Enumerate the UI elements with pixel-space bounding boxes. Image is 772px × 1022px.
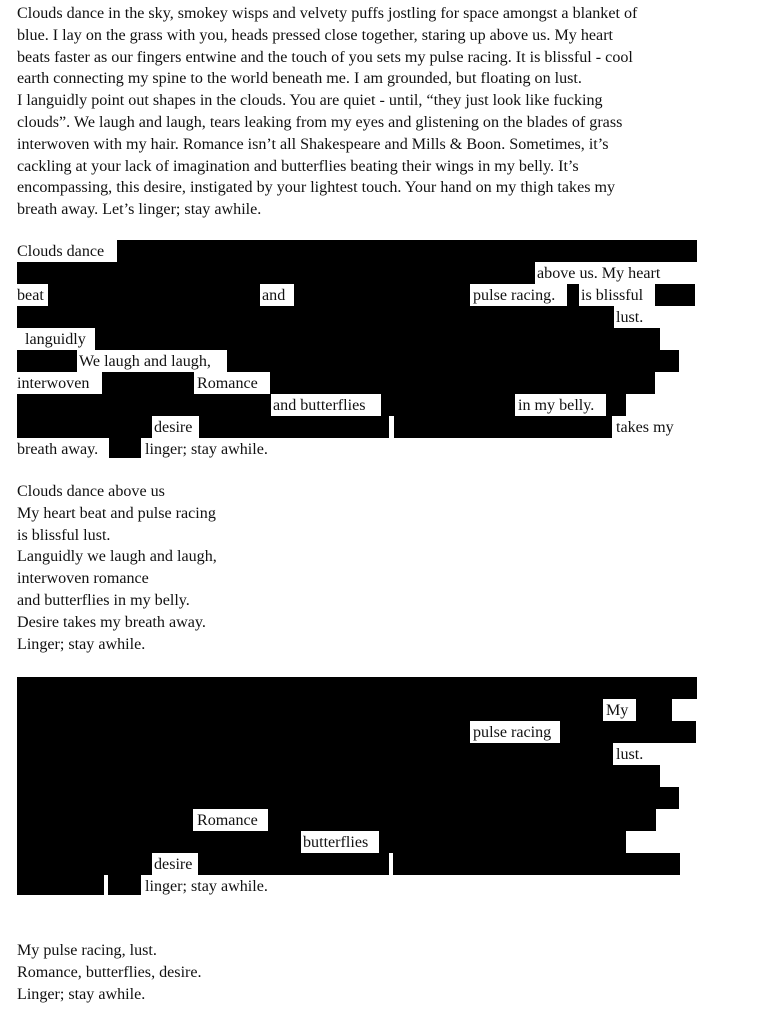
- poem-line: is blissful lust.: [17, 526, 111, 544]
- redaction-bar: [198, 853, 389, 875]
- redaction-bar: [394, 416, 612, 438]
- kept-word: is blissful: [581, 287, 644, 304]
- redaction-bar: [17, 350, 77, 372]
- kept-word: beat: [17, 287, 44, 304]
- redaction-bar: [17, 743, 613, 765]
- kept-word: pulse racing.: [473, 287, 556, 304]
- redaction-bar: [636, 699, 672, 721]
- redaction-bar: [17, 787, 679, 809]
- kept-word: takes my: [616, 419, 674, 436]
- redaction-bar: [109, 438, 141, 458]
- poem-line: Desire takes my breath away.: [17, 613, 206, 631]
- redaction-bar: [379, 831, 626, 853]
- redaction-bar: [606, 394, 626, 416]
- redaction-bar: [117, 240, 697, 262]
- redaction-bar: [48, 284, 260, 306]
- paragraph-line: interwoven with my hair. Romance isn’t all Shakespeare and Mills & Boon. Sometimes, it’s: [17, 135, 609, 153]
- paragraph-line: encompassing, this desire, instigated by your lightest touch. Your hand on my thigh takes my: [17, 179, 616, 197]
- redaction-bar: [17, 765, 660, 787]
- redaction-bar: [17, 677, 697, 699]
- kept-word: and: [262, 287, 286, 304]
- redaction-bar: [17, 721, 470, 743]
- kept-word: Romance: [197, 812, 258, 829]
- poem-line: Romance, butterflies, desire.: [17, 963, 202, 981]
- kept-word: Clouds dance: [17, 243, 105, 260]
- paragraph-line: beats faster as our fingers entwine and the touch of you sets my pulse racing. It is blissful - cool: [17, 48, 633, 66]
- kept-word: interwoven: [17, 375, 90, 392]
- redaction-bar: [393, 853, 680, 875]
- kept-word: linger; stay awhile.: [145, 441, 268, 458]
- redaction-bar: [294, 284, 470, 306]
- redaction-bar: [567, 284, 579, 306]
- redaction-bar: [227, 350, 679, 372]
- paragraph-line: cackling at your lack of imagination and butterflies beating their wings in my belly. It’s: [17, 157, 579, 175]
- poem-line: Linger; stay awhile.: [17, 985, 146, 1003]
- redaction-bar: [17, 853, 152, 875]
- found-poem-1: [17, 481, 217, 655]
- paragraph-line: breath away. Let’s linger; stay awhile.: [17, 201, 262, 219]
- kept-word: lust.: [616, 746, 644, 763]
- kept-word: desire: [154, 419, 193, 436]
- redaction-bar: [560, 721, 696, 743]
- redaction-bar: [17, 306, 614, 328]
- kept-word: above us. My heart: [537, 265, 661, 282]
- poem-line: interwoven romance: [17, 570, 149, 588]
- kept-word: butterflies: [303, 834, 369, 851]
- redaction-bar: [199, 416, 389, 438]
- paragraph-line: blue. I lay on the grass with you, heads pressed close together, staring up above us. My heart: [17, 26, 614, 44]
- redaction-bar: [95, 328, 660, 350]
- kept-word: linger; stay awhile.: [145, 878, 268, 895]
- found-poem-2: [17, 940, 202, 1005]
- kept-word: My: [606, 702, 629, 719]
- redaction-bar: [268, 809, 656, 831]
- redaction-bar: [17, 699, 603, 721]
- paragraph-line: I languidly point out shapes in the clouds. You are quiet - until, “they just look like fucking: [17, 92, 603, 110]
- redaction-bar: [108, 875, 141, 895]
- kept-word: pulse racing: [473, 724, 552, 741]
- redaction-bar: [17, 875, 104, 895]
- paragraph-line: earth connecting my spine to the world beneath me. I am grounded, but floating on lust.: [17, 70, 582, 88]
- poem-line: My pulse racing, lust.: [17, 942, 157, 959]
- poem-line: Linger; stay awhile.: [17, 635, 146, 653]
- paragraph-line: Clouds dance in the sky, smokey wisps and velvety puffs jostling for space amongst a blanket of: [17, 5, 638, 22]
- kept-word: We laugh and laugh,: [79, 353, 211, 370]
- kept-word: languidly: [25, 331, 86, 348]
- original-paragraph: [17, 3, 717, 221]
- poem-line: Languidly we laugh and laugh,: [17, 548, 217, 566]
- redaction-bar: [381, 394, 515, 416]
- redaction-bar: [655, 284, 695, 306]
- kept-word: desire: [154, 856, 193, 873]
- kept-word: Romance: [197, 375, 258, 392]
- kept-word: and butterflies: [273, 397, 366, 414]
- poem-line: and butterflies in my belly.: [17, 591, 190, 609]
- redaction-bar: [102, 372, 194, 394]
- redaction-bar: [17, 394, 271, 416]
- kept-word: breath away.: [17, 441, 99, 458]
- kept-word: in my belly.: [518, 397, 595, 414]
- redaction-bar: [17, 262, 535, 284]
- paragraph-line: clouds”. We laugh and laugh, tears leaking from my eyes and glistening on the blades of grass: [17, 113, 623, 131]
- redaction-bar: [17, 416, 152, 438]
- redaction-bar: [17, 809, 193, 831]
- redaction-bar: [17, 831, 301, 853]
- kept-word: lust.: [616, 309, 644, 326]
- redaction-bar: [270, 372, 655, 394]
- poem-line: My heart beat and pulse racing: [17, 504, 216, 522]
- poem-line: Clouds dance above us: [17, 483, 165, 500]
